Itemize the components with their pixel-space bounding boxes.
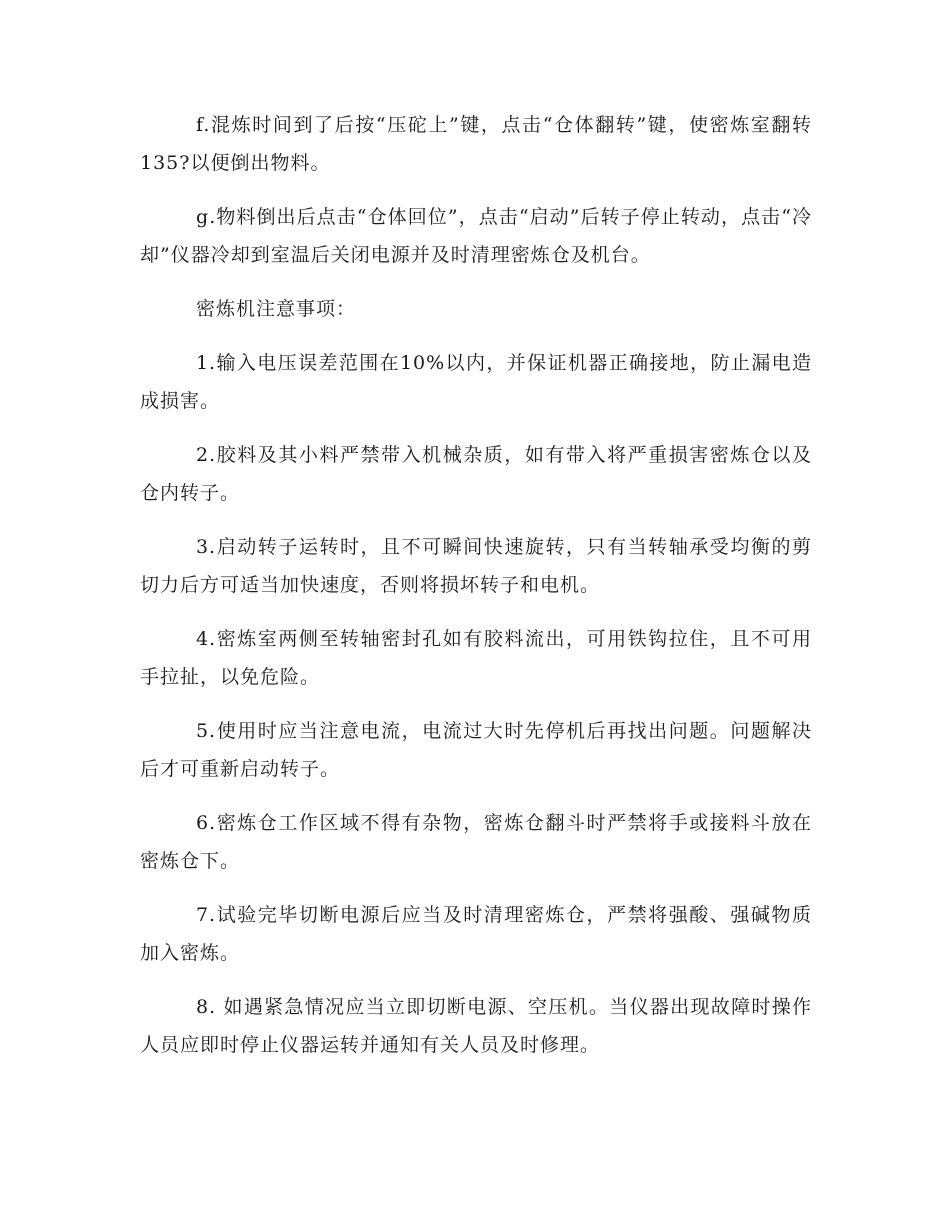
precaution-item-3: 3.启动转子运转时，且不可瞬间快速旋转，只有当转轴承受均衡的剪切力后方可适当加快速度，否则将损坏转子和电机。 bbox=[140, 536, 812, 596]
precautions-heading: 密炼机注意事项： bbox=[196, 298, 357, 320]
step-g-paragraph: g.物料倒出后点击“仓体回位”，点击“启动”后转子停止转动，点击“冷却”仪器冷却到室温后关闭电源并及时清理密炼仓及机台。 bbox=[140, 206, 812, 266]
step-f-paragraph: f.混炼时间到了后按“压砣上”键，点击“仓体翻转”键，使密炼室翻转135?以便倒出物料。 bbox=[140, 114, 812, 174]
precaution-item-7: 7.试验完毕切断电源后应当及时清理密炼仓，严禁将强酸、强碱物质加入密炼。 bbox=[140, 904, 812, 964]
precaution-item-6: 6.密炼仓工作区域不得有杂物，密炼仓翻斗时严禁将手或接料斗放在密炼仓下。 bbox=[140, 812, 812, 872]
precaution-item-1: 1.输入电压误差范围在10%以内，并保证机器正确接地，防止漏电造成损害。 bbox=[140, 352, 812, 412]
precaution-item-4: 4.密炼室两侧至转轴密封孔如有胶料流出，可用铁钩拉住，且不可用手拉扯，以免危险。 bbox=[140, 628, 812, 688]
precaution-item-5: 5.使用时应当注意电流，电流过大时先停机后再找出问题。问题解决后才可重新启动转子。 bbox=[140, 720, 812, 780]
precaution-item-8: 8. 如遇紧急情况应当立即切断电源、空压机。当仪器出现故障时操作人员应即时停止仪器运转并通知有关人员及时修理。 bbox=[140, 996, 812, 1056]
document-body bbox=[140, 106, 812, 1080]
precaution-item-2: 2.胶料及其小料严禁带入机械杂质，如有带入将严重损害密炼仓以及仓内转子。 bbox=[140, 444, 812, 504]
